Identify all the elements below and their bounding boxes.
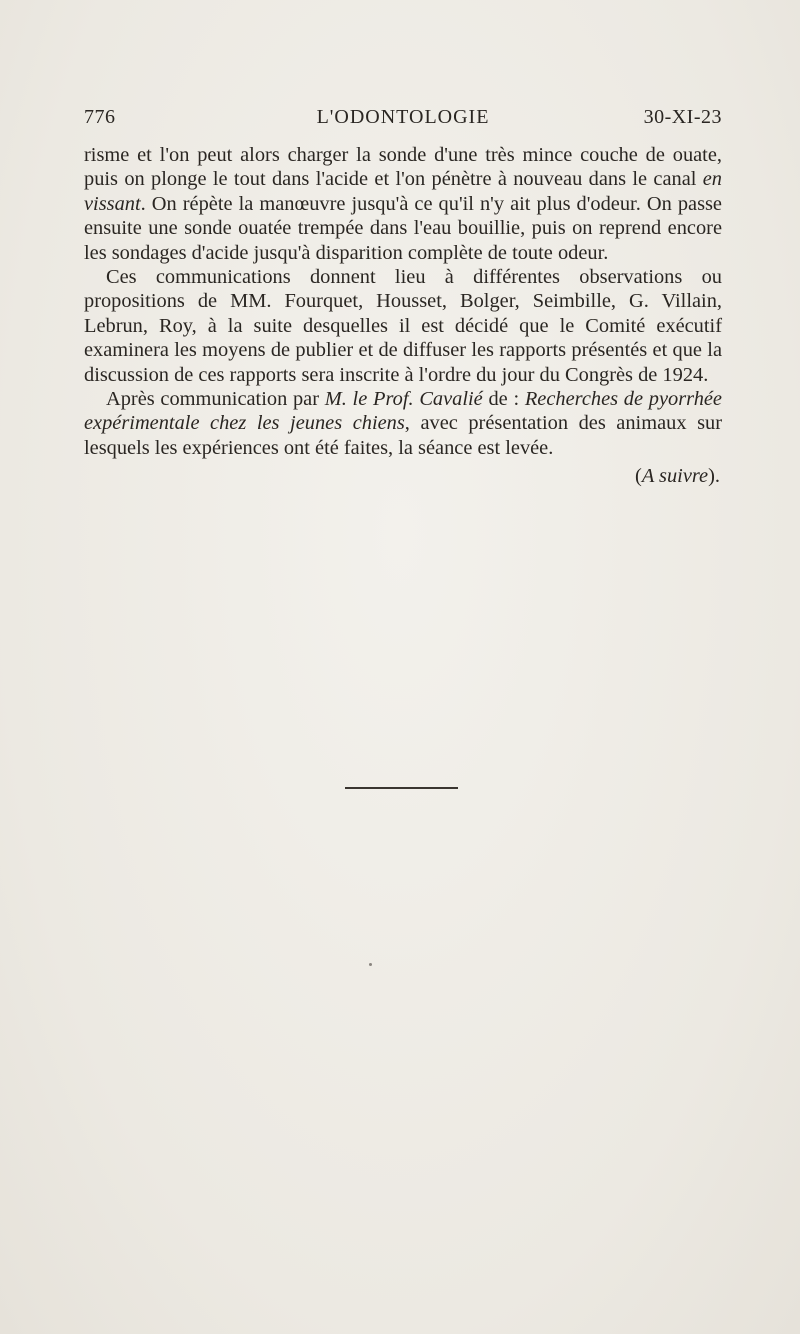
paragraph-3: [84, 387, 722, 460]
paragraph-2: Ces communications donnent lieu à différentes observations ou propositions de MM. Fourquet, Housset, Bolger, Seimbille, G. Villain, Lebrun, Roy, à la suite desquelles il est décidé que le Comité exécutif examinera les moyens de publier et de diffuser les rapports présentés et que la discussion de ces rapports sera inscrite à l'ordre du jour du Congrès de 1924.: [84, 266, 722, 386]
paragraph-3-title: Recherches de pyorrhée expérimentale chez les jeunes chiens: [84, 388, 722, 435]
paragraph-3-text-c: , avec présentation des animaux sur lesquels les expériences ont été faites, la séance est levée.: [84, 412, 722, 459]
continuation-open: (: [635, 465, 642, 488]
paragraph-3-text-b: de :: [482, 388, 525, 411]
paragraph-1-italic: en vissant: [84, 168, 722, 215]
paragraph-1-text-a: risme et l'on peut alors charger la sonde d'une très mince couche de ouate, puis on plonge le tout dans l'acide et l'on pénètre à nouveau dans le canal: [84, 144, 722, 191]
paragraph-3-author: M. le Prof. Cavalié: [324, 388, 483, 411]
page-number: 776: [84, 106, 116, 128]
paragraph-1-text-b: . On répète la manœuvre jusqu'à ce qu'il n'y ait plus d'odeur. On passe ensuite une sonde ouatée trempée dans l'eau bouillie, puis on reprend encore les sondages d'acide jusqu'à disparition complète de toute odeur.: [84, 192, 722, 264]
paper-speck: [369, 963, 372, 966]
paragraph-1: [84, 143, 722, 265]
paragraph-3-text-a: Après communication par: [106, 388, 325, 411]
issue-date: 30-XI-23: [643, 106, 722, 128]
running-header: [84, 106, 722, 136]
journal-title: L'ODONTOLOGIE: [316, 106, 490, 128]
continuation-italic: A suivre: [641, 465, 709, 488]
continuation-close: ).: [708, 465, 720, 488]
section-divider: [345, 787, 458, 789]
article-body: [84, 143, 722, 489]
continuation-note: [84, 464, 722, 488]
